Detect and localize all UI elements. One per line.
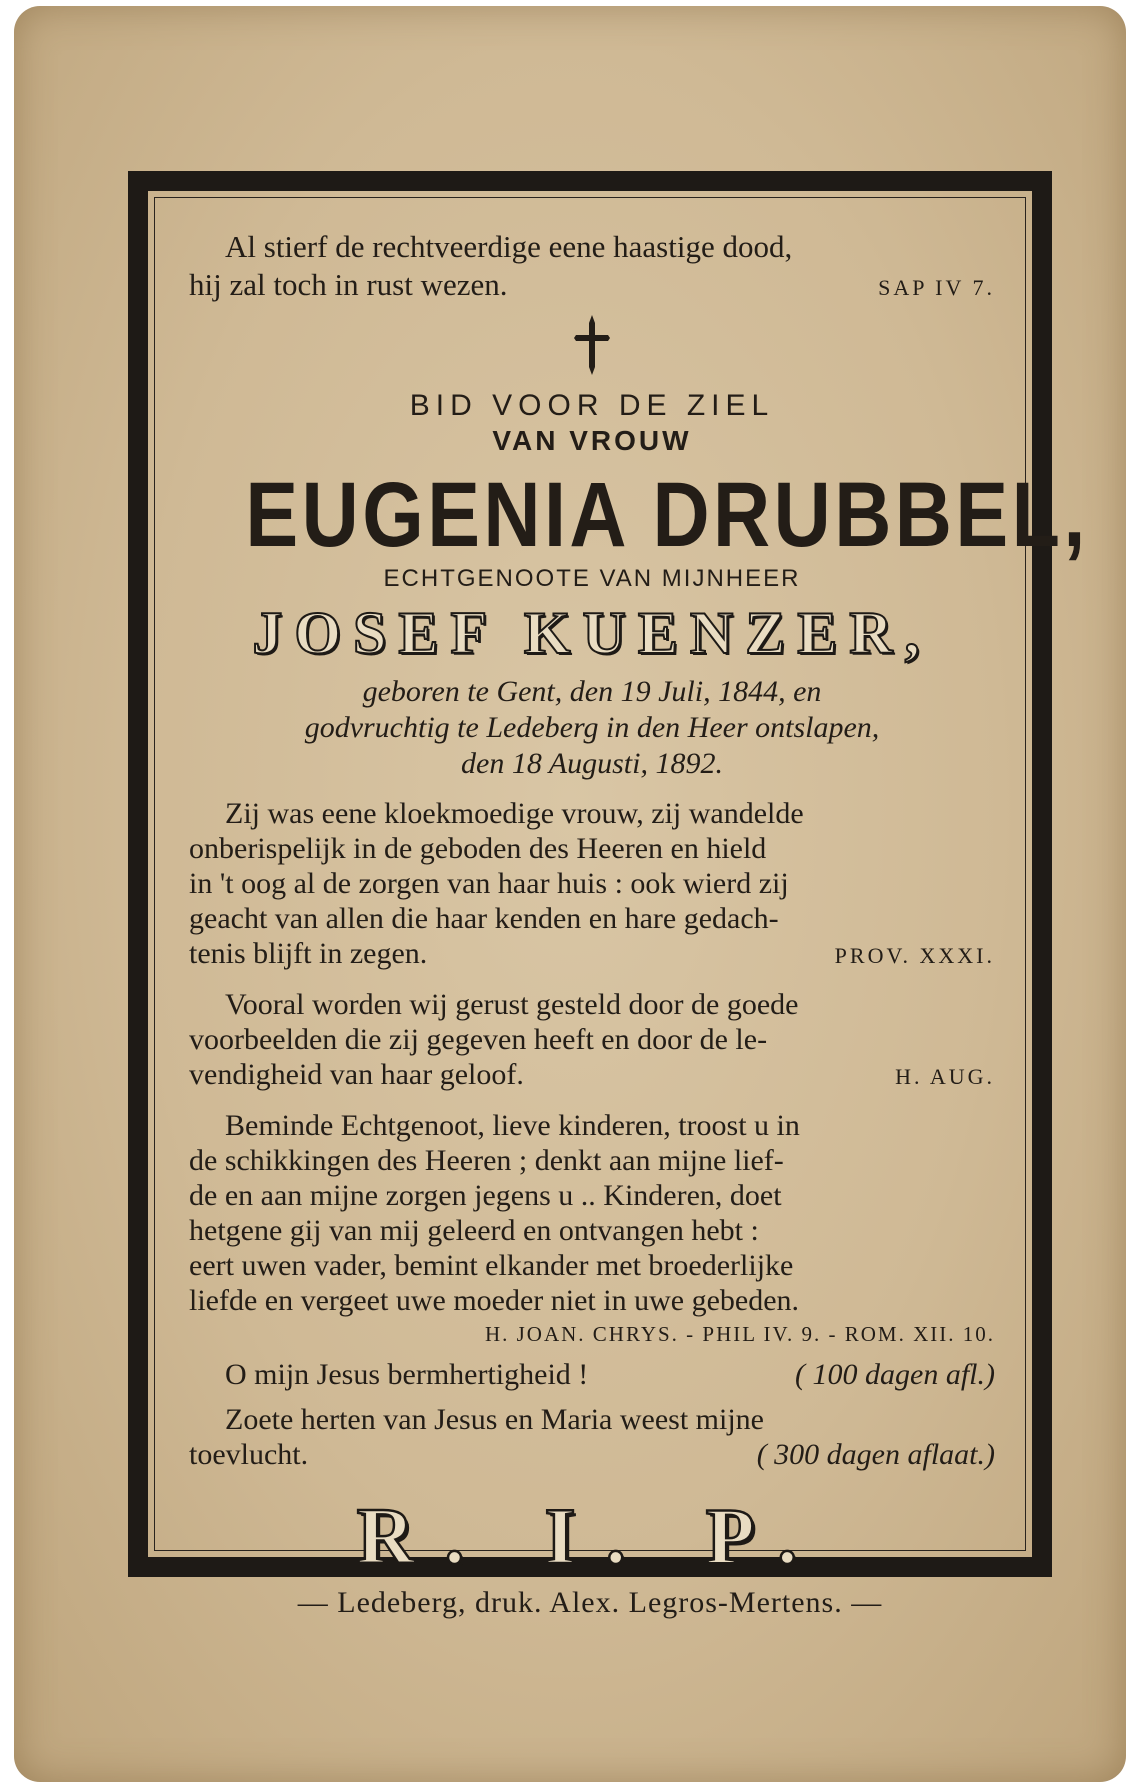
- epigraph-line-1: Al stierf de rechtveerdige eene haastige dood,: [225, 229, 793, 264]
- epigraph-line-2: hij zal toch in rust wezen.: [189, 267, 508, 302]
- paragraph-virtues: [189, 796, 995, 973]
- card-content: [189, 228, 1089, 1583]
- para1-last-line: tenis blijft in zegen.: [189, 937, 428, 970]
- prayer-mercy: [189, 1357, 995, 1392]
- prayer-request-heading: BID VOOR DE ZIEL: [409, 389, 775, 422]
- prayer1-indulgence: ( 100 dagen afl.): [795, 1358, 995, 1391]
- prayer1-text: O mijn Jesus bermhertigheid !: [225, 1358, 589, 1391]
- paragraph-example: [189, 987, 995, 1094]
- prayer2-line-2: toevlucht.: [189, 1438, 309, 1471]
- para3-line: hetgene gij van mij geleerd en ontvangen hebt :: [189, 1214, 759, 1247]
- epigraph-reference: SAP IV 7.: [878, 275, 995, 300]
- para2-last-row: [189, 1057, 995, 1094]
- dates-line-1: geboren te Gent, den 19 Juli, 1844, en: [362, 675, 822, 708]
- prayer2-line-1: Zoete herten van Jesus en Maria weest mijne: [225, 1403, 764, 1436]
- para3-references: H. JOAN. CHRYS. - PHIL IV. 9. - ROM. XII. 10.: [484, 1322, 995, 1346]
- van-vrouw-heading: VAN VROUW: [492, 425, 692, 456]
- epigraph-row-2: [189, 266, 995, 307]
- para2-reference: H. AUG.: [895, 1064, 995, 1089]
- latin-cross-icon: [189, 313, 995, 383]
- printer-imprint: — Ledeberg, druk. Alex. Legros-Mertens. —: [297, 1586, 883, 1619]
- dates-line-2: godvruchtig te Ledeberg in den Heer ontslapen,: [304, 711, 880, 744]
- para1-reference: PROV. XXXI.: [834, 943, 995, 968]
- para2-line: Vooral worden wij gerust gesteld door de goede: [225, 988, 799, 1021]
- para3-line: eert uwen vader, bemint elkander met broederlijke: [189, 1249, 794, 1282]
- husband-name: JOSEF KUENZER,: [252, 600, 932, 666]
- para2-last-line: vendigheid van haar geloof.: [189, 1058, 524, 1091]
- epigraph: [189, 228, 995, 307]
- para1-line: Zij was eene kloekmoedige vrouw, zij wandelde: [225, 797, 804, 830]
- dates-line-3: den 18 Augusti, 1892.: [461, 747, 723, 780]
- prayer2-row-2: [189, 1437, 995, 1472]
- rip-text: R. I. P.: [356, 1493, 828, 1581]
- para3-line: de en aan mijne zorgen jegens u .. Kinderen, doet: [189, 1179, 782, 1212]
- para1-line: onberispelijk in de geboden des Heeren en hield: [189, 832, 767, 865]
- memorial-card: [14, 6, 1126, 1782]
- para3-line: Beminde Echtgenoot, lieve kinderen, troost u in: [225, 1109, 800, 1142]
- prayer2-indulgence: ( 300 dagen aflaat.): [756, 1438, 995, 1471]
- spouse-line: ECHTGENOOTE VAN MIJNHEER: [383, 565, 801, 592]
- paragraph-farewell: [189, 1108, 995, 1318]
- prayer-hearts: [189, 1402, 995, 1472]
- para1-line: geacht van allen die haar kenden en hare gedach-: [189, 902, 779, 935]
- para1-line: in 't oog al de zorgen van haar huis : ook wierd zij: [189, 867, 789, 900]
- para3-line: de schikkingen des Heeren ; denkt aan mijne lief-: [189, 1144, 784, 1177]
- para1-last-row: [189, 936, 995, 973]
- para2-line: voorbeelden die zij gegeven heeft en door de le-: [189, 1023, 768, 1056]
- para3-line: liefde en vergeet uwe moeder niet in uwe gebeden.: [189, 1284, 800, 1317]
- deceased-name: EUGENIA DRUBBEL,: [245, 464, 1089, 566]
- life-dates: [189, 674, 995, 782]
- prayer1-row: [189, 1357, 995, 1392]
